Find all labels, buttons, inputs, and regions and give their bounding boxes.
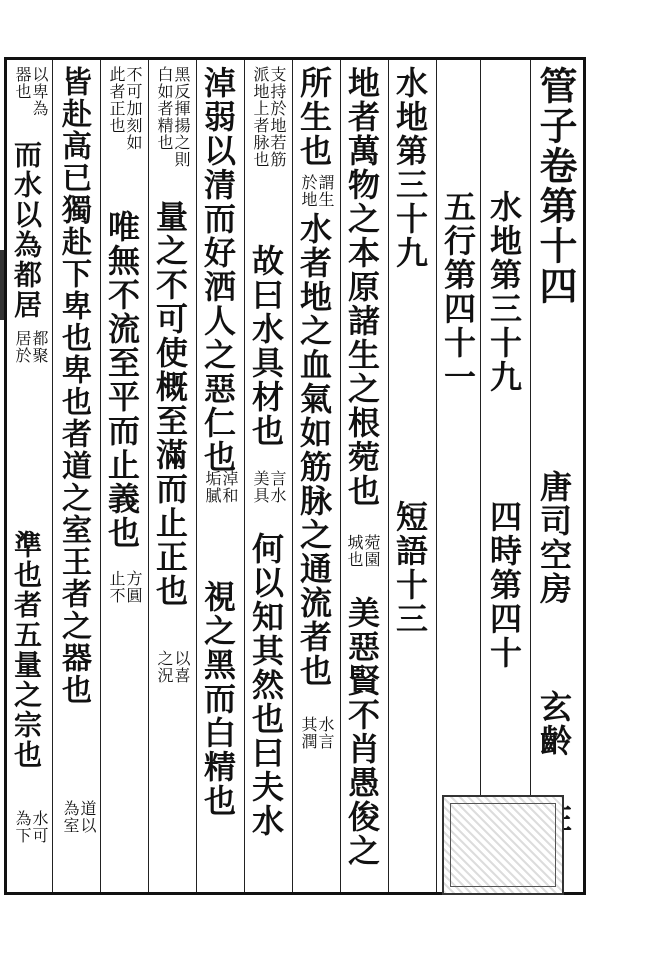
text-column: 水者地之血氣如筋脉之通流者也	[295, 212, 333, 688]
annotation: 不可加刻如 此者正也	[107, 66, 143, 151]
text-column: 地者萬物之本原諸生之根菀也	[343, 66, 381, 508]
annotation: 菀園 城也	[345, 534, 381, 568]
text-column: 淖弱以清而好洒人之惡仁也	[199, 66, 237, 474]
category-label: 短語十三	[391, 500, 429, 636]
column-rule	[388, 60, 389, 892]
annotation: 方圓 止不	[107, 570, 143, 604]
text-column: 所生也	[295, 66, 333, 168]
column-rule	[244, 60, 245, 892]
section-title: 五行第四十一	[439, 190, 477, 394]
annotation: 水可 為下	[13, 810, 49, 844]
text-column: 視之黑而白精也	[199, 580, 237, 818]
text-column: 皆赴高已獨赴下卑也卑也者道之室王者之器也	[56, 66, 91, 706]
text-column: 故曰水具材也	[247, 244, 285, 448]
author-tail: 玄齡	[535, 690, 573, 758]
annotation: 黑反揮揚之則 白如者精也	[155, 66, 191, 168]
column-rule	[292, 60, 293, 892]
annotation: 淖和 垢膩	[203, 470, 239, 504]
column-rule	[530, 60, 531, 892]
library-seal-stamp	[442, 795, 564, 895]
column-rule	[196, 60, 197, 892]
text-column: 量之不可使概至滿而止正也	[151, 200, 189, 608]
column-rule	[148, 60, 149, 892]
text-column: 美惡賢不肖愚俊之	[343, 596, 381, 868]
section-title-right: 四時第四十	[485, 500, 523, 670]
annotation: 以喜 之況	[155, 650, 191, 684]
text-column: 而水以為都居	[10, 140, 43, 320]
text-column: 唯無不流至平而止義也	[103, 210, 141, 550]
annotation: 謂生 於地	[299, 174, 335, 208]
book-title: 管子卷第十四	[533, 66, 578, 306]
section-title: 水地第三十九	[485, 190, 523, 394]
annotation: 言水 美具	[251, 470, 287, 504]
column-rule	[340, 60, 341, 892]
column-rule	[480, 60, 481, 892]
column-rule	[100, 60, 101, 892]
annotation: 水言 其潤	[299, 716, 335, 750]
column-rule	[436, 60, 437, 892]
annotation: 道以 為室	[61, 800, 97, 834]
annotation: 以卑為 器也	[13, 66, 49, 117]
text-column: 準也者五量之宗也	[10, 530, 43, 770]
text-column: 何以知其然也曰夫水	[247, 532, 285, 838]
annotation: 支持於地若筋 派地上者脉也	[251, 66, 287, 168]
column-rule	[52, 60, 53, 892]
chapter-title: 水地第三十九	[391, 66, 429, 270]
author-name: 唐司空房	[535, 470, 573, 606]
annotation: 都聚 居於	[13, 330, 49, 364]
